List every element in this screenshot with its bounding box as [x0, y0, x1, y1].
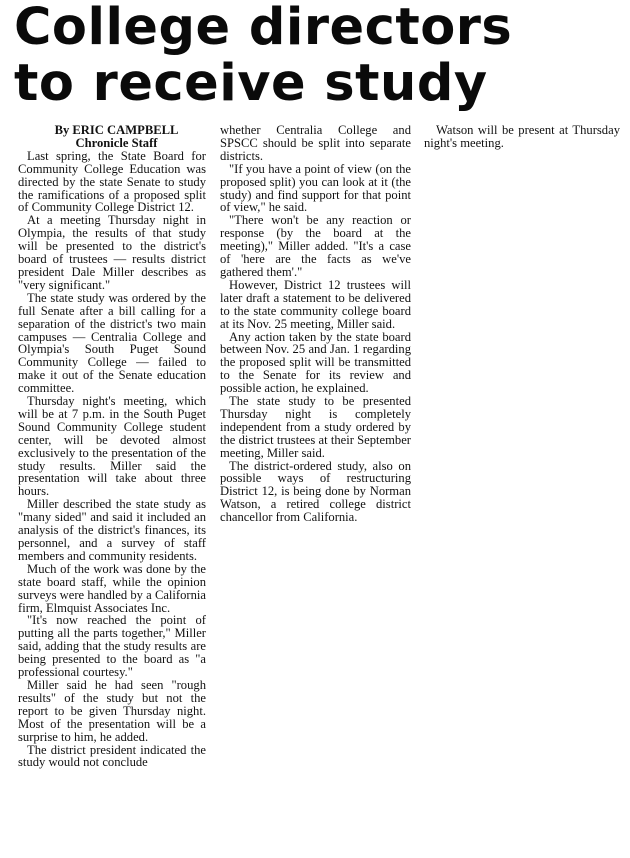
byline-author: By ERIC CAMPBELL [54, 123, 179, 137]
paragraph: Miller described the state study as "many sided" and said it included an analysis of the district's finances, its personnel, and a survey of staff members and community residents. [18, 497, 206, 563]
paragraph: The district-ordered study, also on possible ways of restructuring District 12, is being done by Norman Watson, a retired college district chancellor from California. [220, 458, 411, 525]
paragraph: Any action taken by the state board between Nov. 25 and Jan. 1 regarding the proposed split will be transmitted to the Senate for its review and possible action, he explained. [220, 329, 411, 396]
article-column-2 [220, 124, 411, 524]
headline-line-1: College directors [14, 0, 513, 57]
paragraph: Watson will be present at Thursday night's meeting. [424, 123, 620, 150]
headline [14, 0, 624, 112]
paragraph: However, District 12 trustees will later draft a statement to be delivered to the state community college board at its Nov. 25 meeting, Miller said. [220, 277, 411, 331]
paragraph: "It's now reached the point of putting all the parts together," Miller said, adding that the study results are being presented to the board as "a professional courtesy." [18, 613, 206, 680]
paragraph: Last spring, the State Board for Community College Education was directed by the state Senate to study the ramifications of a proposed split of Community College District 12. [18, 148, 206, 215]
paragraph: Miller said he had seen "rough results" of the study but not the report to be given Thursday night. Most of the presentation will be a surprise to him, he added. [18, 677, 206, 744]
paragraph: The district president indicated the study would not conclude [18, 742, 206, 770]
paragraph: At a meeting Thursday night in Olympia, the results of that study will be presented to the district's board of trustees — results district president Dale Miller describes as "very significant." [18, 213, 206, 292]
paragraph: "There won't be any reaction or response (by the board at the meeting)," Miller added. "It's a case of 'here are the facts as we've gathered them'." [220, 213, 411, 279]
paragraph: whether Centralia College and SPSCC should be split into separate districts. [220, 123, 411, 163]
headline-line-2: to receive study [14, 54, 488, 113]
paragraph: The state study to be presented Thursday night is completely independent from a study ordered by the district trustees at their September meeting, Miller said. [220, 394, 411, 460]
paragraph: Thursday night's meeting, which will be at 7 p.m. in the South Puget Sound Community College student center, will be devoted almost exclusively to the presentation of the study results. Miller said the presentation will take about three hours. [18, 394, 206, 499]
byline [18, 124, 206, 150]
byline-role: Chronicle Staff [75, 135, 158, 150]
article-column-3 [424, 124, 620, 150]
paragraph: The state study was ordered by the full Senate after a bill calling for a separation of the district's two main campuses — Centralia College and Olympia's South Puget Sound Community College — failed to make it out of the Senate education committee. [18, 290, 206, 396]
paragraph: "If you have a point of view (on the proposed split) you can look at it (the study) and find support for that point of view," he said. [220, 161, 411, 215]
paragraph: Much of the work was done by the state board staff, while the opinion surveys were handled by a California firm, Elmquist Associates Inc. [18, 561, 206, 615]
article-column-1 [18, 124, 206, 769]
